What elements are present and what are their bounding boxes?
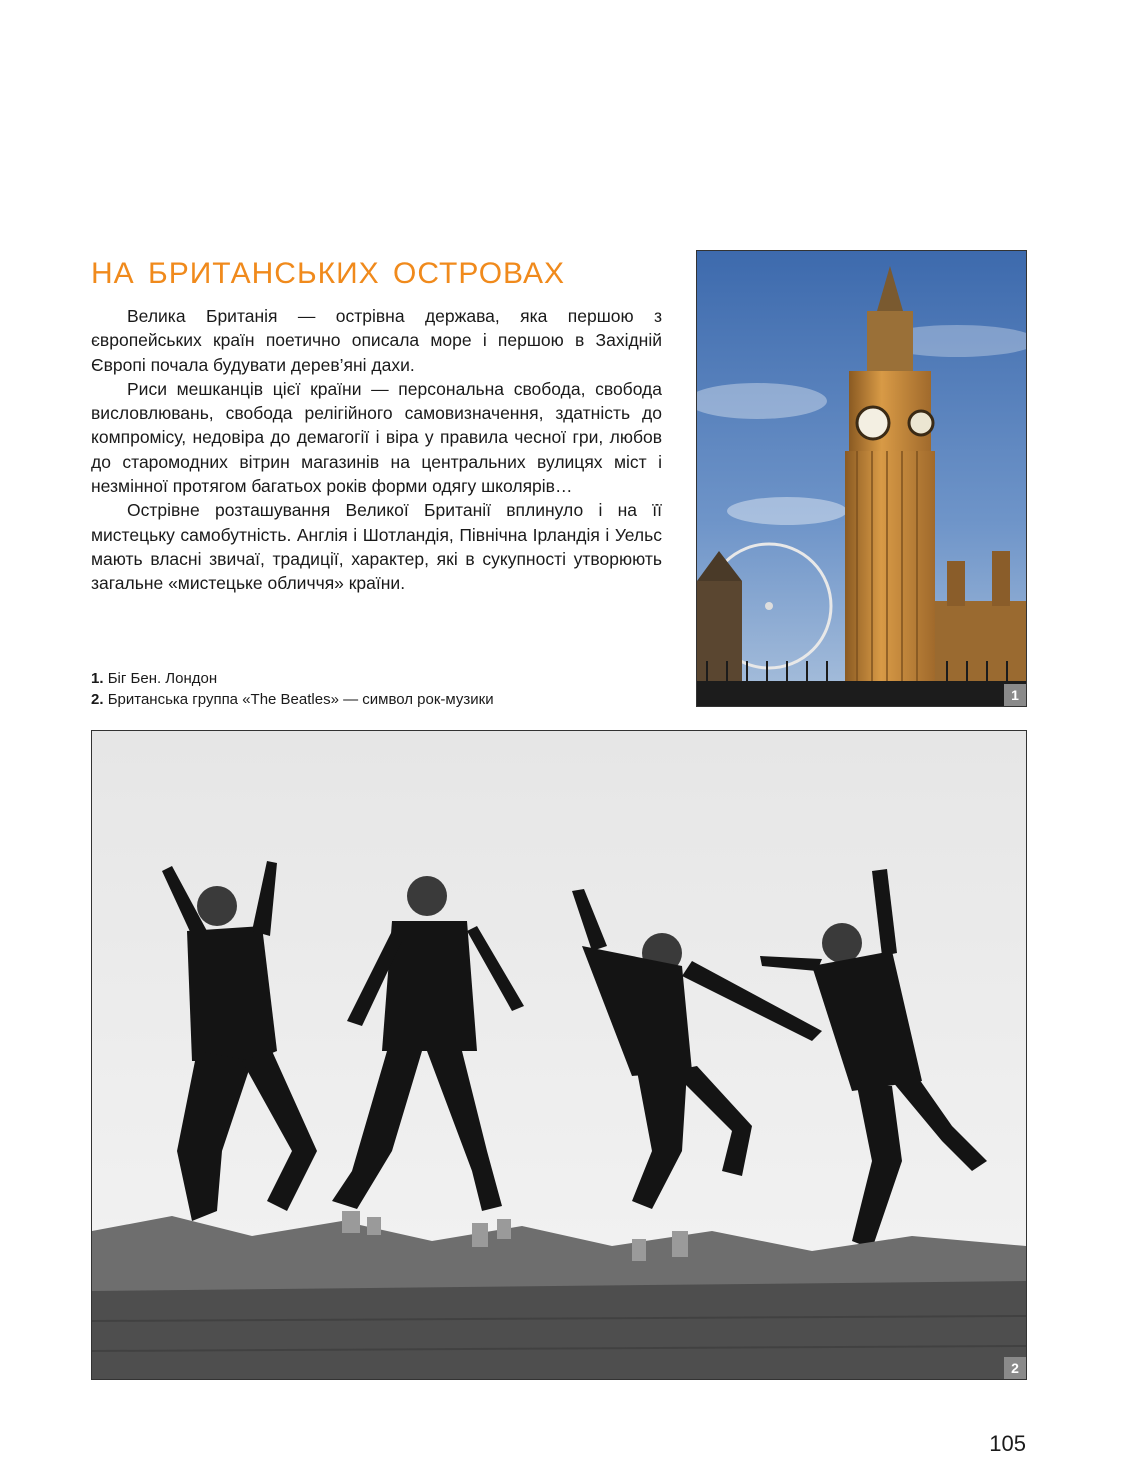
- big-ben-illustration: [697, 251, 1026, 706]
- beatles-illustration: [92, 731, 1026, 1379]
- caption-1: [91, 668, 681, 689]
- section-heading: НА БРИТАНСЬКИХ ОСТРОВАХ: [91, 257, 566, 290]
- caption-2: [91, 689, 681, 710]
- photo-number-badge: 1: [1004, 684, 1026, 706]
- body-text: [91, 304, 662, 596]
- caption-text: Британська группа «The Beatles» — символ рок-музики: [107, 691, 494, 708]
- paragraph: Велика Британія — острівна держава, яка першою з європейських країн поетично описала море і першою в Західній Європі почала будувати дерев’яні дахи.: [91, 306, 662, 375]
- big-ben-photo: [696, 250, 1027, 707]
- caption-text: Біг Бен. Лондон: [107, 670, 218, 687]
- caption-number: 2.: [91, 691, 104, 708]
- caption-number: 1.: [91, 670, 104, 687]
- page-number: 105: [989, 1431, 1026, 1456]
- photo-number-badge: 2: [1004, 1357, 1026, 1379]
- figure-captions: [91, 668, 681, 710]
- paragraph: Острівне розташування Великої Британії вплинуло і на її мистецьку самобутність. Англія і Шотландія, Північна Ірландія і Уельс мають власні звичаї, традиції, характер, які в сукупності утворюють загальне «мистецьке обличчя» країни.: [91, 500, 662, 594]
- paragraph: Риси мешканців цієї країни — персональна свобода, свобода висловлювань, свобода релігійного самовизначення, здатність до компромісу, недовіра до демагогії і віра у правила чесної гри, любов до старомодних вітрин магазинів на центральних вулицях міст і незмінної протягом багатьох років форми одягу школярів…: [91, 378, 662, 497]
- beatles-photo: [91, 730, 1027, 1380]
